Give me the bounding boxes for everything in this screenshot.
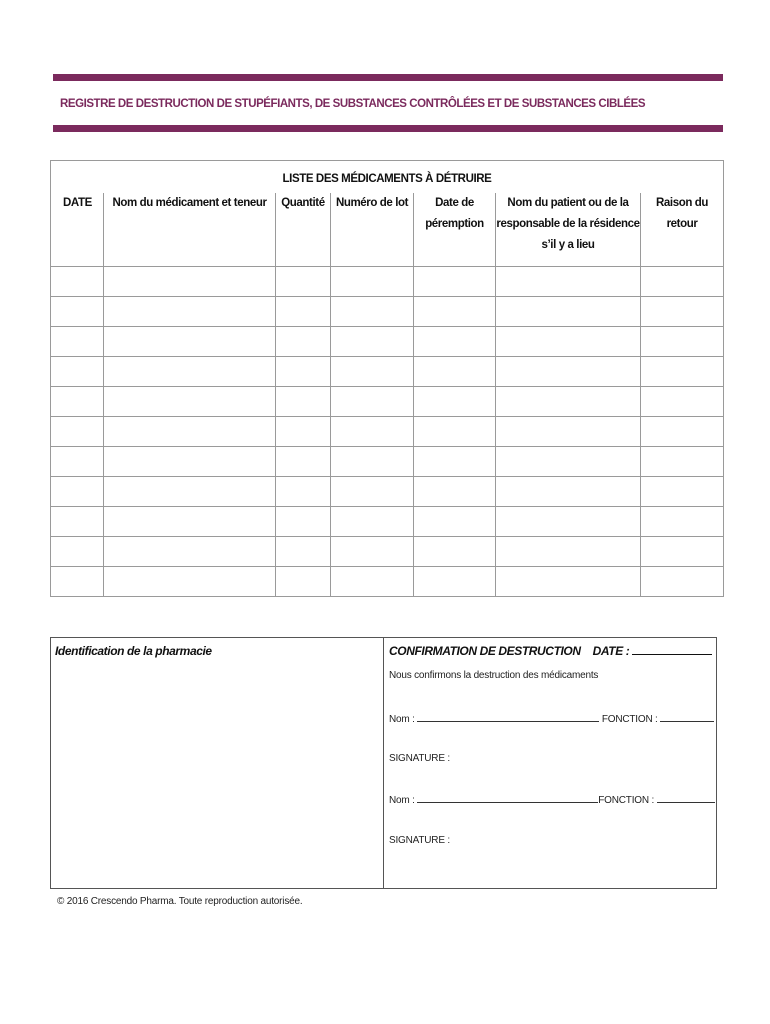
column-header-quantity: Quantité [276, 193, 331, 267]
table-row [51, 447, 724, 477]
table-row [51, 297, 724, 327]
cell-expiry-date[interactable] [414, 267, 496, 297]
cell-patient-name[interactable] [496, 447, 641, 477]
medication-table [50, 160, 724, 597]
cell-return-reason[interactable] [641, 387, 724, 417]
cell-medication[interactable] [104, 297, 276, 327]
cell-medication[interactable] [104, 477, 276, 507]
function-label-1: FONCTION : [601, 714, 658, 725]
cell-date[interactable] [51, 567, 104, 597]
table-row [51, 567, 724, 597]
date-label: DATE : [592, 644, 630, 658]
cell-lot-number[interactable] [331, 357, 414, 387]
cell-patient-name[interactable] [496, 417, 641, 447]
function-field-1[interactable] [660, 712, 714, 722]
cell-lot-number[interactable] [331, 477, 414, 507]
cell-date[interactable] [51, 537, 104, 567]
cell-patient-name[interactable] [496, 567, 641, 597]
confirmation-title-line [389, 644, 712, 658]
cell-expiry-date[interactable] [414, 357, 496, 387]
table-row [51, 507, 724, 537]
cell-expiry-date[interactable] [414, 507, 496, 537]
cell-medication[interactable] [104, 537, 276, 567]
confirmation-section [384, 638, 716, 888]
cell-medication[interactable] [104, 387, 276, 417]
column-header-return-reason: Raison du retour [641, 193, 724, 267]
cell-patient-name[interactable] [496, 477, 641, 507]
cell-medication[interactable] [104, 417, 276, 447]
name-field-2[interactable] [417, 793, 598, 803]
name-row-2 [389, 793, 715, 806]
column-header-medication: Nom du médicament et teneur [104, 193, 276, 267]
cell-return-reason[interactable] [641, 327, 724, 357]
confirmation-title: CONFIRMATION DE DESTRUCTION [389, 644, 581, 658]
cell-medication[interactable] [104, 357, 276, 387]
cell-patient-name[interactable] [496, 357, 641, 387]
cell-return-reason[interactable] [641, 537, 724, 567]
table-row [51, 387, 724, 417]
pharmacy-section [51, 638, 384, 888]
date-field[interactable] [632, 644, 712, 655]
cell-lot-number[interactable] [331, 537, 414, 567]
cell-patient-name[interactable] [496, 327, 641, 357]
cell-medication[interactable] [104, 327, 276, 357]
table-row [51, 537, 724, 567]
name-label-2: Nom : [389, 795, 415, 806]
function-label-2: FONCTION : [598, 795, 655, 806]
cell-quantity[interactable] [276, 327, 331, 357]
cell-lot-number[interactable] [331, 417, 414, 447]
cell-medication[interactable] [104, 267, 276, 297]
cell-date[interactable] [51, 417, 104, 447]
signature-label-1: SIGNATURE : [389, 753, 450, 764]
table-row [51, 417, 724, 447]
cell-lot-number[interactable] [331, 507, 414, 537]
cell-return-reason[interactable] [641, 297, 724, 327]
cell-quantity[interactable] [276, 567, 331, 597]
cell-patient-name[interactable] [496, 387, 641, 417]
cell-date[interactable] [51, 387, 104, 417]
cell-date[interactable] [51, 327, 104, 357]
function-field-2[interactable] [657, 793, 715, 803]
cell-quantity[interactable] [276, 447, 331, 477]
pharmacy-label: Identification de la pharmacie [55, 644, 212, 658]
cell-patient-name[interactable] [496, 537, 641, 567]
cell-quantity[interactable] [276, 507, 331, 537]
cell-date[interactable] [51, 267, 104, 297]
header-rule-bottom [53, 125, 723, 132]
cell-quantity[interactable] [276, 417, 331, 447]
cell-return-reason[interactable] [641, 477, 724, 507]
table-header-row [51, 193, 724, 267]
cell-quantity[interactable] [276, 297, 331, 327]
cell-expiry-date[interactable] [414, 477, 496, 507]
cell-quantity[interactable] [276, 477, 331, 507]
signature-label-2: SIGNATURE : [389, 835, 450, 846]
copyright-footer: © 2016 Crescendo Pharma. Toute reproduction autorisée. [57, 896, 303, 907]
cell-date[interactable] [51, 507, 104, 537]
cell-lot-number[interactable] [331, 297, 414, 327]
cell-medication[interactable] [104, 507, 276, 537]
cell-lot-number[interactable] [331, 447, 414, 477]
cell-expiry-date[interactable] [414, 417, 496, 447]
column-header-date: DATE [51, 193, 104, 267]
table-row [51, 477, 724, 507]
cell-lot-number[interactable] [331, 267, 414, 297]
cell-date[interactable] [51, 447, 104, 477]
table-row [51, 357, 724, 387]
column-header-patient-name: Nom du patient ou de la responsable de la résidence s’il y a lieu [496, 193, 641, 267]
cell-quantity[interactable] [276, 357, 331, 387]
confirmation-box [50, 637, 717, 889]
cell-expiry-date[interactable] [414, 537, 496, 567]
column-header-lot-number: Numéro de lot [331, 193, 414, 267]
cell-expiry-date[interactable] [414, 447, 496, 477]
table-caption: LISTE DES MÉDICAMENTS À DÉTRUIRE [51, 161, 724, 194]
name-label-1: Nom : [389, 714, 415, 725]
cell-medication[interactable] [104, 447, 276, 477]
table-row [51, 267, 724, 297]
cell-return-reason[interactable] [641, 357, 724, 387]
document-title: REGISTRE DE DESTRUCTION DE STUPÉFIANTS, DE SUBSTANCES CONTRÔLÉES ET DE SUBSTANCES CIBLÉES [60, 98, 646, 110]
cell-date[interactable] [51, 297, 104, 327]
cell-return-reason[interactable] [641, 447, 724, 477]
cell-quantity[interactable] [276, 537, 331, 567]
column-header-expiry-date: Date de péremption [414, 193, 496, 267]
cell-expiry-date[interactable] [414, 297, 496, 327]
cell-return-reason[interactable] [641, 267, 724, 297]
confirmation-statement: Nous confirmons la destruction des médicaments [389, 670, 599, 681]
cell-medication[interactable] [104, 567, 276, 597]
cell-patient-name[interactable] [496, 297, 641, 327]
cell-quantity[interactable] [276, 387, 331, 417]
cell-lot-number[interactable] [331, 567, 414, 597]
cell-expiry-date[interactable] [414, 387, 496, 417]
cell-quantity[interactable] [276, 267, 331, 297]
cell-return-reason[interactable] [641, 567, 724, 597]
cell-expiry-date[interactable] [414, 567, 496, 597]
name-field-1[interactable] [417, 712, 599, 722]
cell-patient-name[interactable] [496, 507, 641, 537]
cell-patient-name[interactable] [496, 267, 641, 297]
cell-return-reason[interactable] [641, 507, 724, 537]
name-row-1 [389, 712, 714, 725]
cell-lot-number[interactable] [331, 327, 414, 357]
cell-expiry-date[interactable] [414, 327, 496, 357]
cell-return-reason[interactable] [641, 417, 724, 447]
header-rule-top [53, 74, 723, 81]
cell-date[interactable] [51, 477, 104, 507]
cell-date[interactable] [51, 357, 104, 387]
table-row [51, 327, 724, 357]
cell-lot-number[interactable] [331, 387, 414, 417]
